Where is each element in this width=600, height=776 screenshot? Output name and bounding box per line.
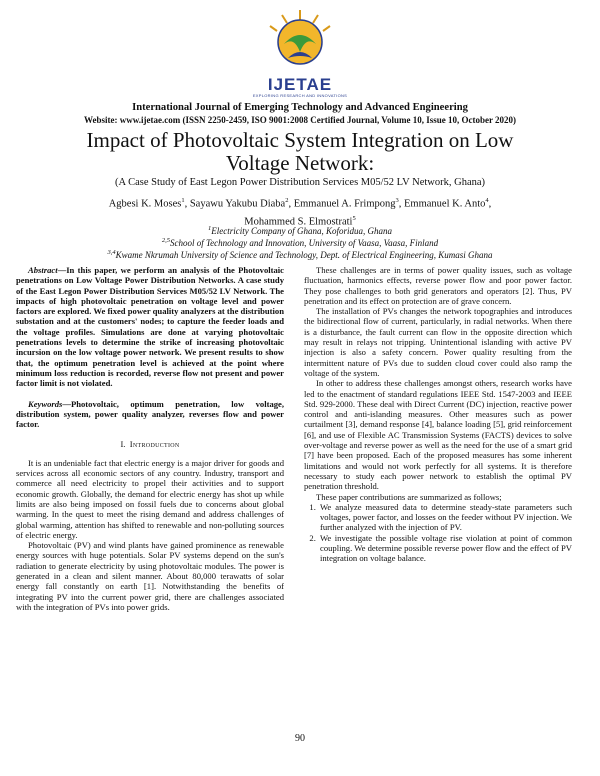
left-column [16,265,284,612]
keywords [16,399,284,430]
paragraph: These paper contributions are summarized as follows; [316,491,502,502]
keywords-label: Keywords [28,398,63,409]
affiliation-sup: 2,5 [161,237,170,244]
section-title: Introduction [129,439,180,450]
abstract-text: —In this paper, we perform an analysis of the Photovoltaic penetrations on Low Voltage Power Distribution Networks. A case study of the East Legon Power Distribution Services M05/52 LV Network. The impacts of high photovoltaic penetration on voltage level and power factors are explored. We fixed power quality analyzers at the distribution substation and at the customers' nodes; to capture the feeder loads and the voltage profiles. Simulations are done at varying photovoltaic penetrations levels to determine the strike of increasing photovoltaic incursion on the low voltage power network. We present results to show that, the optimum penetration level is achieved at the point where minimum loss reduction is recorded, reverse flow not present and power factor limit is not violated. [16,265,284,389]
author-sup: 3 [395,197,399,204]
affiliation-sup: 1 [208,225,212,232]
affiliation [0,247,600,261]
paragraph: It is an undeniable fact that electric energy is a major driver for goods and services across all economic sectors of any country. Industry, transport and commerce all need electricity to propel their activities and to support economic growth. Globally, the demand for electric energy has shot up while limits are also being imposed on fossil fuels due to concerns about global warming. In the quest to meet the rising demand and address challenges of global warming, attention has shifted to renewable and non-polluting sources of electric energy. [16,457,284,540]
affiliation-sup: 3,4 [107,249,116,256]
author-name: Mohammed S. Elmostrati [244,216,353,227]
right-column [304,265,572,564]
paper-title: Impact of Photovoltaic System Integration on Low Voltage Network: [86,128,514,175]
page-number: 90 [295,733,305,744]
logo-name: IJETAE [267,75,333,94]
section-heading [16,439,284,449]
affiliation-text: Kwame Nkrumah University of Science and Technology, Dept. of Electrical Engineering, Kumasi Ghana [115,250,493,260]
abstract-label: Abstract [28,265,58,275]
section-number: I. [120,439,126,450]
logo-emblem-icon [244,6,356,76]
paragraph: Photovoltaic (PV) and wind plants have gained prominence as renewable energy sources with huge potentials. Solar PV systems depend on the sun's radiation to generate electricity by using photovoltaic modules. The power is generated in a clean and silent manner. About 80,000 terawatts of solar energy fall constantly on earth [1]. Notwithstanding the benefits of integrating PV into the current power grid, there are challenges associated with the integration of PVs into power grids. [16,540,284,612]
affiliation-text: School of Technology and Innovation, University of Vaasa, Vaasa, Finland [169,238,439,248]
paragraph: In other to address these challenges amongst others, research works have led to the enactment of standard regulations IEEE Std. 1547-2003 and IEEE Std. 929-2000. These deal with Direct Current (DC) injection, reactive power control and anti-islanding measures. Other measures such as power curtailment [3], demand response [4], balance loading [5], grid reinforcement [6], and use of Flexible AC Transmission Systems (FACTS) devices to solve over-voltage and reverse power as well as the need for the use of a smart grid [7] have been proposed. Each of the proposed measures has some inherent limitations and would not work perfectly for all systems. It is therefore necessary to study each power network to establish the optimal PV penetration threshold. [304,378,572,492]
author-name: Emmanuel A. Frimpong [293,198,396,210]
logo-tagline: EXPLORING RESEARCH AND INNOVATIONS [252,93,348,98]
author-sup: 5 [352,214,356,222]
author-list: Agbesi K. Moses$^1$, Sayawu Yakubu Diaba$^2$, Emmanuel A. Frimpong$^3$, Emmanuel K. Anto$^4$, Mohammed S. Elmostrati$^5$ [108,197,492,227]
author-sup: 2 [285,197,289,204]
journal-website: Website: www.ijetae.com (ISSN 2250-2459, ISO 9001:2008 Certified Journal, Volume 10, Issue 10, October 2020) [83,115,517,125]
author-name: Agbesi K. Moses [108,198,182,210]
list-item: 2. We investigate the possible voltage rise violation at point of common coupling. We determine possible reverse power flow and the effect of PV integration on voltage balance. [318,533,572,564]
author-sup: 4 [485,197,489,204]
author-sup: 1 [181,197,185,204]
paragraph: These challenges are in terms of power quality issues, such as voltage fluctuation, harmonics effects, reverse power flow and poor power factor. They pose challenges to both grid generators and operators [2]. Thus, PV penetration and its effect on protection are of grave concern. [304,265,572,306]
author-name: Sayawu Yakubu Diaba [189,198,286,210]
list-item: 1. We analyze measured data to determine steady-state parameters such voltages, power factor, and losses on the feeder without PV injection. We further analyzed with the injection of PV. [318,502,572,533]
author-name: Emmanuel K. Anto [404,198,486,210]
abstract [16,265,284,389]
paragraph: The installation of PVs changes the network topographies and introduces the bidirectional flow of current, particularly, in radial networks. When there is a disturbance, the fault current can flow in the opposite direction which may result in relays not tripping. Unintentional islanding with active PV injection is also a safety concern. Power quality resulting from the intermittent nature of PVs due to sudden cloud cover could also ramp the voltage of the system. [304,306,572,378]
journal-logo [244,6,356,100]
contributions-list [304,502,572,564]
paper-subtitle: (A Case Study of East Legon Power Distribution Services M05/52 LV Network, Ghana) [114,177,486,188]
keywords-text: —Photovoltaic, optimum penetration, low voltage, distribution system, power quality analyzer, reverses flow and power factor. [16,398,284,430]
journal-name: International Journal of Emerging Technology and Advanced Engineering [132,102,468,113]
affiliation-text: Electricity Company of Ghana, Koforidua, Ghana [211,226,392,236]
